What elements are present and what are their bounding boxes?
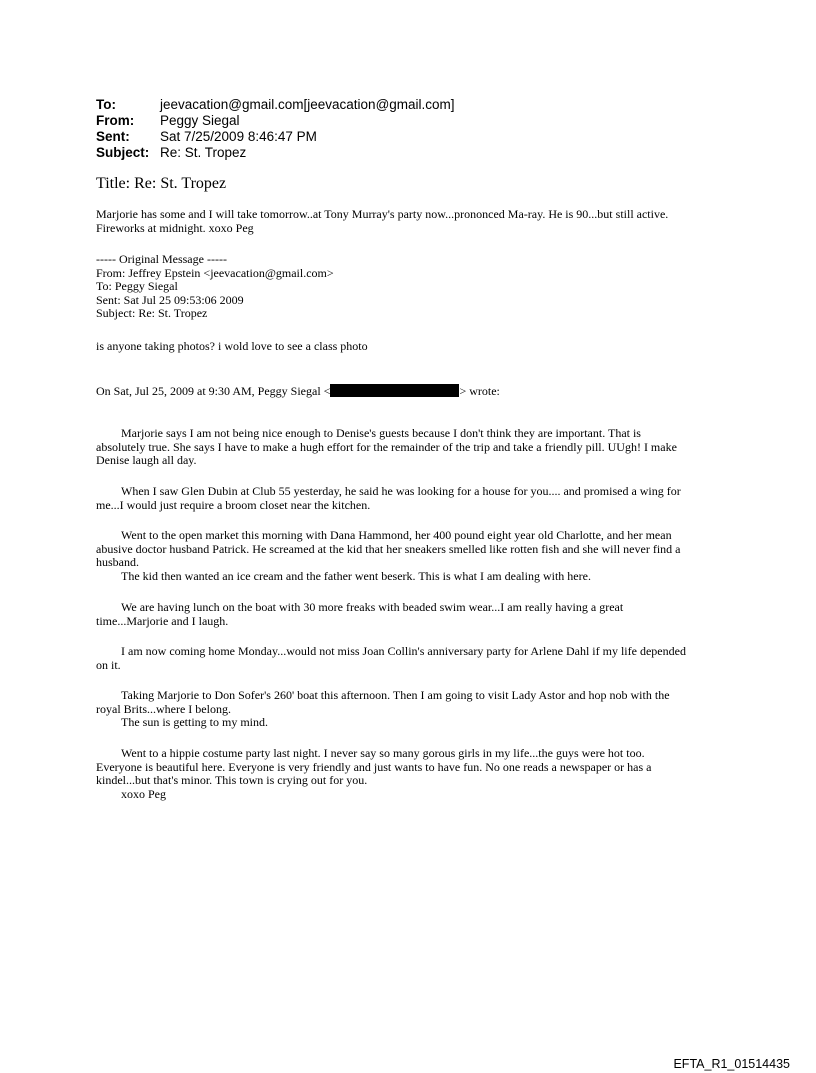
quoted-line: Went to the open market this morning with Dana Hammond, her 400 pound eight year old Charlotte, and her mean: [121, 528, 672, 542]
quoted-line: I am now coming home Monday...would not miss Joan Collin's anniversary party for Arlene Dahl if my life depended: [121, 644, 686, 658]
from-label: From:: [96, 113, 135, 128]
quote-intro: [96, 384, 728, 399]
subject-value: Re: St. Tropez: [160, 145, 247, 160]
subject-label: Subject:: [96, 145, 150, 160]
quoted-line: Taking Marjorie to Don Sofer's 260' boat this afternoon. Then I am going to visit Lady Astor and hop nob with the: [121, 688, 670, 702]
quoted-line: kindel...but that's minor. This town is crying out for you.: [96, 773, 368, 787]
reply-line: Marjorie has some and I will take tomorrow..at Tony Murray's party now...prononced Ma-ray. He is 90...but still active.: [96, 207, 669, 221]
document-id-footer: EFTA_R1_01514435: [673, 1057, 790, 1071]
signature-line: xoxo Peg: [121, 786, 166, 801]
forwarded-message-text: [96, 340, 728, 354]
forwarded-message-line: is anyone taking photos? i wold love to see a class photo: [96, 339, 368, 353]
quoted-line: absolutely true. She says I have to make a hugh effort for the remainder of the trip and take a friendly pill. UUgh! I make: [96, 439, 677, 454]
sent-value: Sat 7/25/2009 8:46:47 PM: [160, 129, 317, 144]
quoted-paragraph-5: [96, 645, 728, 672]
quoted-paragraph-6: [96, 689, 728, 730]
quoted-line: Marjorie says I am not being nice enough to Denise's guests because I don't think they are important. That is: [121, 426, 641, 440]
original-message-from: From: Jeffrey Epstein <jeevacation@gmail.com>: [96, 265, 334, 280]
quoted-line: Went to a hippie costume party last night. I never say so many gorous girls in my life...the guys were hot too.: [121, 746, 645, 760]
original-message-subject: Subject: Re: St. Tropez: [96, 306, 208, 320]
quoted-paragraph-3: [96, 529, 728, 583]
header-from-row: [96, 113, 455, 129]
quoted-line: royal Brits...where I belong.: [96, 701, 231, 716]
quoted-line: abusive doctor husband Patrick. He screamed at the kid that her sneakers smelled like rotten fish and she will never find a: [96, 541, 681, 556]
original-message-to: To: Peggy Siegal: [96, 279, 178, 293]
quote-intro-before: On Sat, Jul 25, 2009 at 9:30 AM, Peggy Siegal <: [96, 384, 331, 398]
reply-text: [96, 208, 728, 235]
original-message-block: [96, 253, 728, 321]
document-title: Title: Re: St. Tropez: [96, 175, 227, 192]
header-subject-row: [96, 145, 455, 161]
redaction-bar: [330, 384, 459, 397]
quoted-line: When I saw Glen Dubin at Club 55 yesterday, he said he was looking for a house for you.... and promised a wing for: [121, 484, 681, 498]
quoted-paragraph-4: [96, 601, 728, 628]
original-message-separator: ----- Original Message -----: [96, 252, 227, 266]
quoted-line: We are having lunch on the boat with 30 more freaks with beaded swim wear...I am really having a great: [121, 600, 624, 614]
quoted-line: on it.: [96, 657, 121, 672]
quoted-line: me...I would just require a broom closet near the kitchen.: [96, 497, 371, 512]
quoted-paragraph-7: [96, 747, 728, 801]
from-value: Peggy Siegal: [160, 113, 240, 128]
header-sent-row: [96, 129, 455, 145]
sent-label: Sent:: [96, 129, 130, 144]
quoted-paragraph-1: [96, 427, 728, 468]
to-label: To:: [96, 97, 116, 112]
quote-intro-line: [96, 384, 728, 399]
quoted-line: The kid then wanted an ice cream and the father went beserk. This is what I am dealing with here.: [121, 568, 591, 583]
original-message-sent: Sent: Sat Jul 25 09:53:06 2009: [96, 292, 244, 307]
quoted-paragraph-2: [96, 485, 728, 512]
email-header: [96, 97, 455, 161]
header-to-row: [96, 97, 455, 113]
quoted-line: husband.: [96, 555, 139, 569]
reply-line: Fireworks at midnight. xoxo Peg: [96, 220, 254, 235]
quoted-line: Denise laugh all day.: [96, 453, 197, 467]
to-value: jeevacation@gmail.com[jeevacation@gmail.com]: [160, 97, 455, 112]
quoted-line: time...Marjorie and I laugh.: [96, 613, 229, 628]
quoted-line: Everyone is beautiful here. Everyone is very friendly and just wants to have fun. No one reads a newspaper or has a: [96, 759, 652, 774]
quote-intro-after: > wrote:: [459, 384, 500, 398]
quoted-line: The sun is getting to my mind.: [121, 715, 268, 729]
